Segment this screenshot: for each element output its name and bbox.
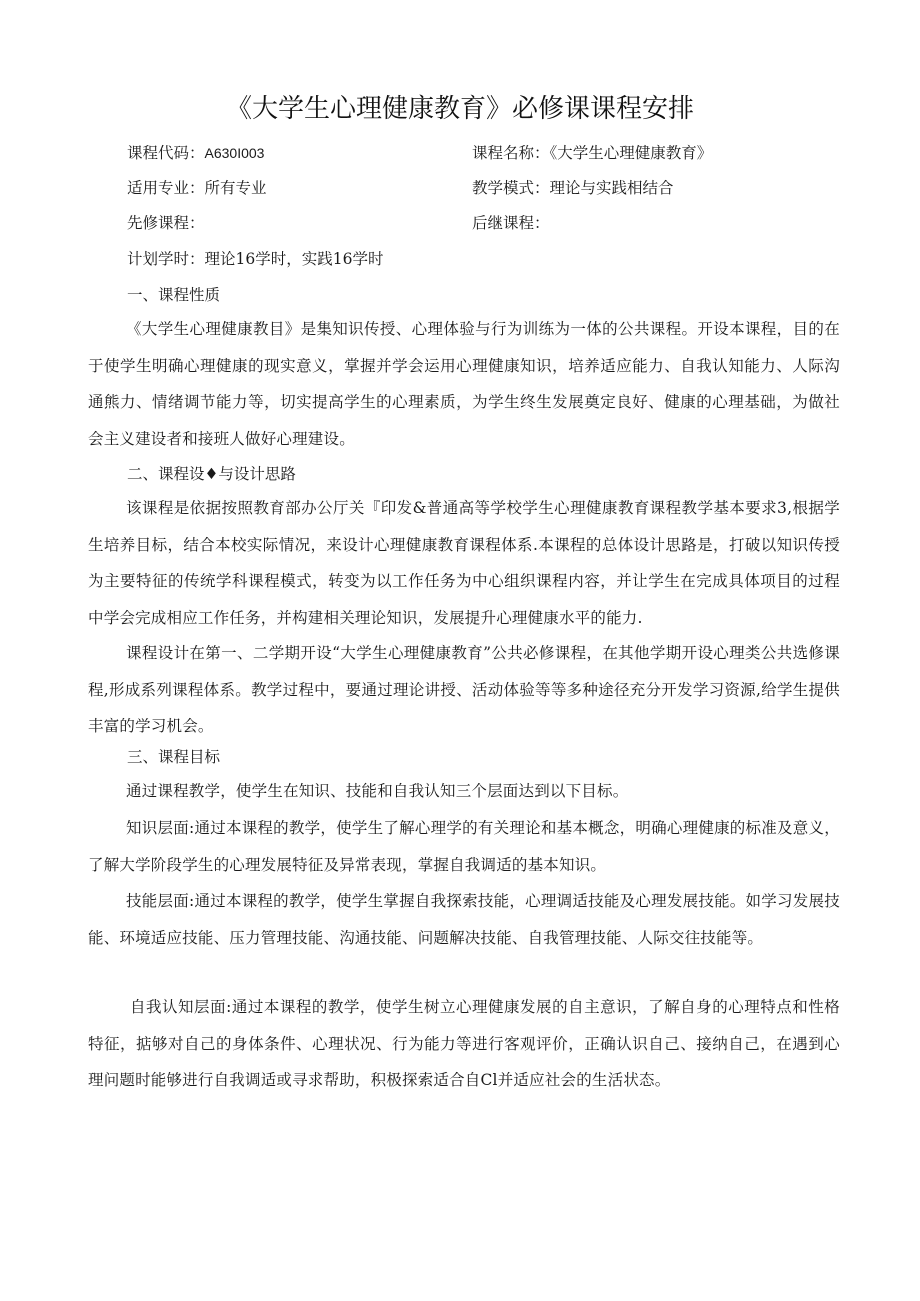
course-name: 课程名称：《大学生心理健康教育》 bbox=[472, 144, 713, 162]
course-code bbox=[127, 141, 264, 165]
planned-hours: 计划学时：理论16学时，实践16学时 bbox=[127, 250, 384, 268]
section-heading-2: 二、课程设♦与设计思路 bbox=[127, 465, 296, 483]
section-1-paragraph: 《大学生心理健康教目》是集知识传授、心理体验与行为训练为一体的公共课程。开设本课程，目的在于使学生明确心理健康的现实意义，掌握并学会运用心理健康知识，培养适应能力、自我认知能力、人际沟通熊力、情绪调节能力等，切实提高学生的心理素质，为学生终生发展奠定良好、健康的心理基础，为做社会主义建设者和接班人做好心理建设。 bbox=[88, 320, 840, 448]
course-code-value: A630I003 bbox=[204, 145, 265, 161]
follow-up-course: 后继课程： bbox=[472, 214, 550, 232]
document-title: 《大学生心理健康教育》必修课课程安排 bbox=[225, 94, 694, 124]
prerequisite-course: 先修课程： bbox=[127, 214, 205, 232]
section-3-paragraph-4: 自我认知层面:通过本课程的教学，使学生树立心理健康发展的自主意识，了解自身的心理特点和性格特征，掂够对自己的身体条件、心理状况、行为能力等进行客观评价，正确认识自己、接纳自己，在遇到心理问题时能够进行自我调适或寻求帮助，积极探索适合自Cl并适应社会的生活状态。 bbox=[88, 998, 840, 1089]
section-heading-1: 一、课程性质 bbox=[127, 286, 221, 304]
applicable-major: 适用专业：所有专业 bbox=[127, 179, 267, 197]
teaching-mode: 教学模式：理论与实践相结合 bbox=[472, 179, 674, 197]
section-3-paragraph-3: 技能层面:通过本课程的教学，使学生掌握自我探索技能，心理调适技能及心理发展技能。如学习发展技能、环境适应技能、压力管理技能、沟通技能、问题解决技能、自我管理技能、人际交往技能等。 bbox=[88, 892, 840, 947]
section-3-paragraph-2: 知识层面:通过本课程的教学，使学生了解心理学的有关理论和基本概念，明确心理健康的标准及意义，了解大学阶段学生的心理发展特征及异常表现，掌握自我调适的基本知识。 bbox=[88, 819, 840, 874]
section-2-paragraph-1: 该课程是依据按照教育部办公厅关『印发&普通高等学校学生心理健康教育课程教学基本要求3,根据学生培养目标，结合本校实际情况，来设计心理健康教育课程体系.本课程的总体设计思路是，打破以知识传授为主要特征的传统学科课程模式，转变为以工作任务为中心组织课程内容，并让学生在完成具体项目的过程中学会完成相应工作任务，并构建相关理论知识，发展提升心理健康水平的能力. bbox=[88, 499, 840, 627]
course-code-label: 课程代码： bbox=[127, 144, 205, 162]
section-heading-3: 三、课程目标 bbox=[127, 748, 221, 766]
meta-row-3 bbox=[127, 211, 847, 235]
meta-row-2 bbox=[127, 176, 847, 200]
section-3-paragraph-1: 通过课程教学，使学生在知识、技能和自我认知三个层面达到以下目标。 bbox=[126, 782, 629, 800]
meta-row-1 bbox=[127, 141, 847, 165]
section-2-paragraph-2: 课程设计在第一、二学期开设“大学生心理健康教育”公共必修课程，在其他学期开设心理类公共选修课程,形成系列课程体系。教学过程中，要通过理论讲授、活动体验等等多种途径充分开发学习资源,给学生提供丰富的学习机会。 bbox=[88, 644, 840, 735]
